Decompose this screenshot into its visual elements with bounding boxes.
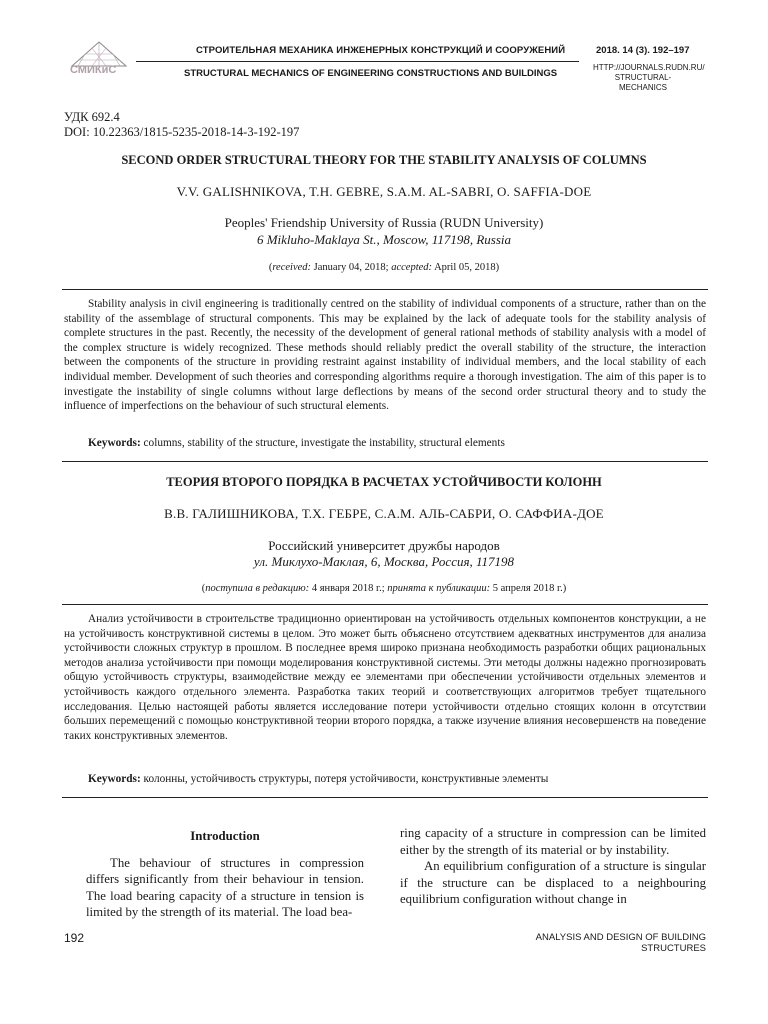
footer-section-title: ANALYSIS AND DESIGN OF BUILDING STRUCTURES xyxy=(535,932,706,954)
received-date-ru: 4 января 2018 г.; xyxy=(309,583,388,594)
journal-title-en: STRUCTURAL MECHANICS OF ENGINEERING CONSTRUCTIONS AND BUILDINGS xyxy=(184,68,558,79)
abstract-ru: Анализ устойчивости в строительстве традиционно ориентирован на устойчивость отдельных компонентов конструкции, а не на устойчивость конструктивной системы в целом. Это может быть объяснено отсутствием адекватных инструментов для анализа устойчивости сложных структур в прошлом. В последнее время широко признана необходимость разработки общих рациональных методов анализа устойчивости при помощи моделирования конструктивной системы. Эти методы должны надежно прогнозировать общую устойчивость структуры, взаимодействие между ее элементами при обеспечении устойчивости отдельных элементов и устойчивость каждого отдельного элемента. Разработка таких теорий и соответствующих алгоритмов требует тщательного исследования. Целью настоящей работы является исследование потери устойчивости отдельно стоящих колонн в отсутствии больших перемещений с помощью конструктивной теории второго порядка, а также изучение влияния несовершенств на поведение таких конструктивных элементов. xyxy=(64,613,706,742)
header-divider xyxy=(136,61,579,62)
received-label-ru: поступила в редакцию: xyxy=(205,583,310,594)
affiliation-ru: Российский университет дружбы народов xyxy=(268,538,500,553)
logo-text: СМИКиС xyxy=(70,64,117,76)
doi: DOI: 10.22363/1815-5235-2018-14-3-192-197 xyxy=(64,125,300,139)
keywords-text-en: columns, stability of the structure, investigate the instability, structural elements xyxy=(140,437,505,449)
keywords-text-ru: колонны, устойчивость структуры, потеря устойчивости, конструктивные элементы xyxy=(140,773,549,785)
udk-code: УДК 692.4 xyxy=(64,110,120,124)
accepted-date-ru: 5 апреля 2018 г.) xyxy=(490,583,567,594)
journal-url-line1: HTTP://JOURNALS.RUDN.RU/ xyxy=(593,63,705,72)
keywords-label-en: Keywords: xyxy=(88,437,141,449)
accepted-label-ru: принята к публикации: xyxy=(387,583,491,594)
abstract-en: Stability analysis in civil engineering is traditionally centred on the stability of individual components of a structure, rather than on the stability of the assemblage of structural components. This may be explained by the lack of adequate tools for the stability analysis of complete structures in the past. Recently, the necessity of the development of general rational methods of stability analysis with a model of the complex structure is widely recognized. These methods should reliably predict the overall stability of the structure, the interaction between the components of the structure in providing restraint against instability of individual members, and the local stability of each individual member. Development of such theories and corresponding algorithms require a thorough investigation. The aim of this paper is to investigate the instability of single columns without large deflections by means of the second order structural theory and to study the influence of imperfections on the behaviour of such structural elements. xyxy=(64,298,706,413)
abstract-top-rule-ru xyxy=(62,604,708,605)
abstract-bottom-rule-ru xyxy=(62,797,708,798)
abstract-bottom-rule-en xyxy=(62,461,708,462)
dates-en: (received: January 04, 2018; accepted: April 05, 2018) xyxy=(268,262,500,273)
section-heading-introduction: Introduction xyxy=(190,829,260,843)
body-paragraph: The behaviour of structures in compression differs significantly from their behaviour in tension. The load bearing capacity of a structure in tension is limited by the strength of its material. The load bea- xyxy=(86,855,364,919)
article-title-en: SECOND ORDER STRUCTURAL THEORY FOR THE STABILITY ANALYSIS OF COLUMNS xyxy=(121,153,647,167)
accepted-date-en: April 05, 2018) xyxy=(432,262,500,273)
dates-ru: (поступила в редакцию: 4 января 2018 г.; принята к публикации: 5 апреля 2018 г.) xyxy=(201,583,567,594)
address-en: 6 Mikluho-Maklaya St., Moscow, 117198, Russia xyxy=(256,232,512,247)
journal-logo xyxy=(64,40,134,82)
keywords-ru xyxy=(88,773,548,785)
body-left-column xyxy=(86,828,364,921)
body-paragraph: An equilibrium configuration of a structure is singular if the structure can be displaced to a neighbouring equilibrium configuration without change in xyxy=(400,859,706,906)
page-number: 192 xyxy=(64,931,85,945)
keywords-label-ru: Keywords: xyxy=(88,773,141,785)
journal-url-line2: STRUCTURAL-MECHANICS xyxy=(614,73,672,92)
issue-reference: 2018. 14 (3). 192–197 xyxy=(596,45,690,56)
affiliation-en: Peoples' Friendship University of Russia (RUDN University) xyxy=(224,215,544,230)
journal-url xyxy=(593,63,705,93)
accepted-label-en: accepted: xyxy=(391,262,433,273)
received-date-en: January 04, 2018; xyxy=(311,262,392,273)
body-paragraph: ring capacity of a structure in compression can be limited either by the strength of its material or by instability. xyxy=(400,826,706,857)
authors-ru: В.В. ГАЛИШНИКОВА, Т.Х. ГЕБРЕ, С.А.М. АЛЬ-САБРИ, О. САФФИА-ДОЕ xyxy=(164,506,604,521)
journal-title-ru: СТРОИТЕЛЬНАЯ МЕХАНИКА ИНЖЕНЕРНЫХ КОНСТРУКЦИЙ И СООРУЖЕНИЙ xyxy=(196,45,566,56)
article-title-ru: ТЕОРИЯ ВТОРОГО ПОРЯДКА В РАСЧЕТАХ УСТОЙЧИВОСТИ КОЛОНН xyxy=(166,475,602,489)
address-ru: ул. Миклухо-Маклая, 6, Москва, Россия, 117198 xyxy=(253,554,515,569)
keywords-en xyxy=(88,437,505,449)
abstract-top-rule-en xyxy=(62,289,708,290)
received-label-en: received: xyxy=(272,262,312,273)
body-right-column xyxy=(400,825,706,908)
authors-en: V.V. GALISHNIKOVA, T.H. GEBRE, S.A.M. AL-SABRI, O. SAFFIA-DOE xyxy=(176,184,592,199)
